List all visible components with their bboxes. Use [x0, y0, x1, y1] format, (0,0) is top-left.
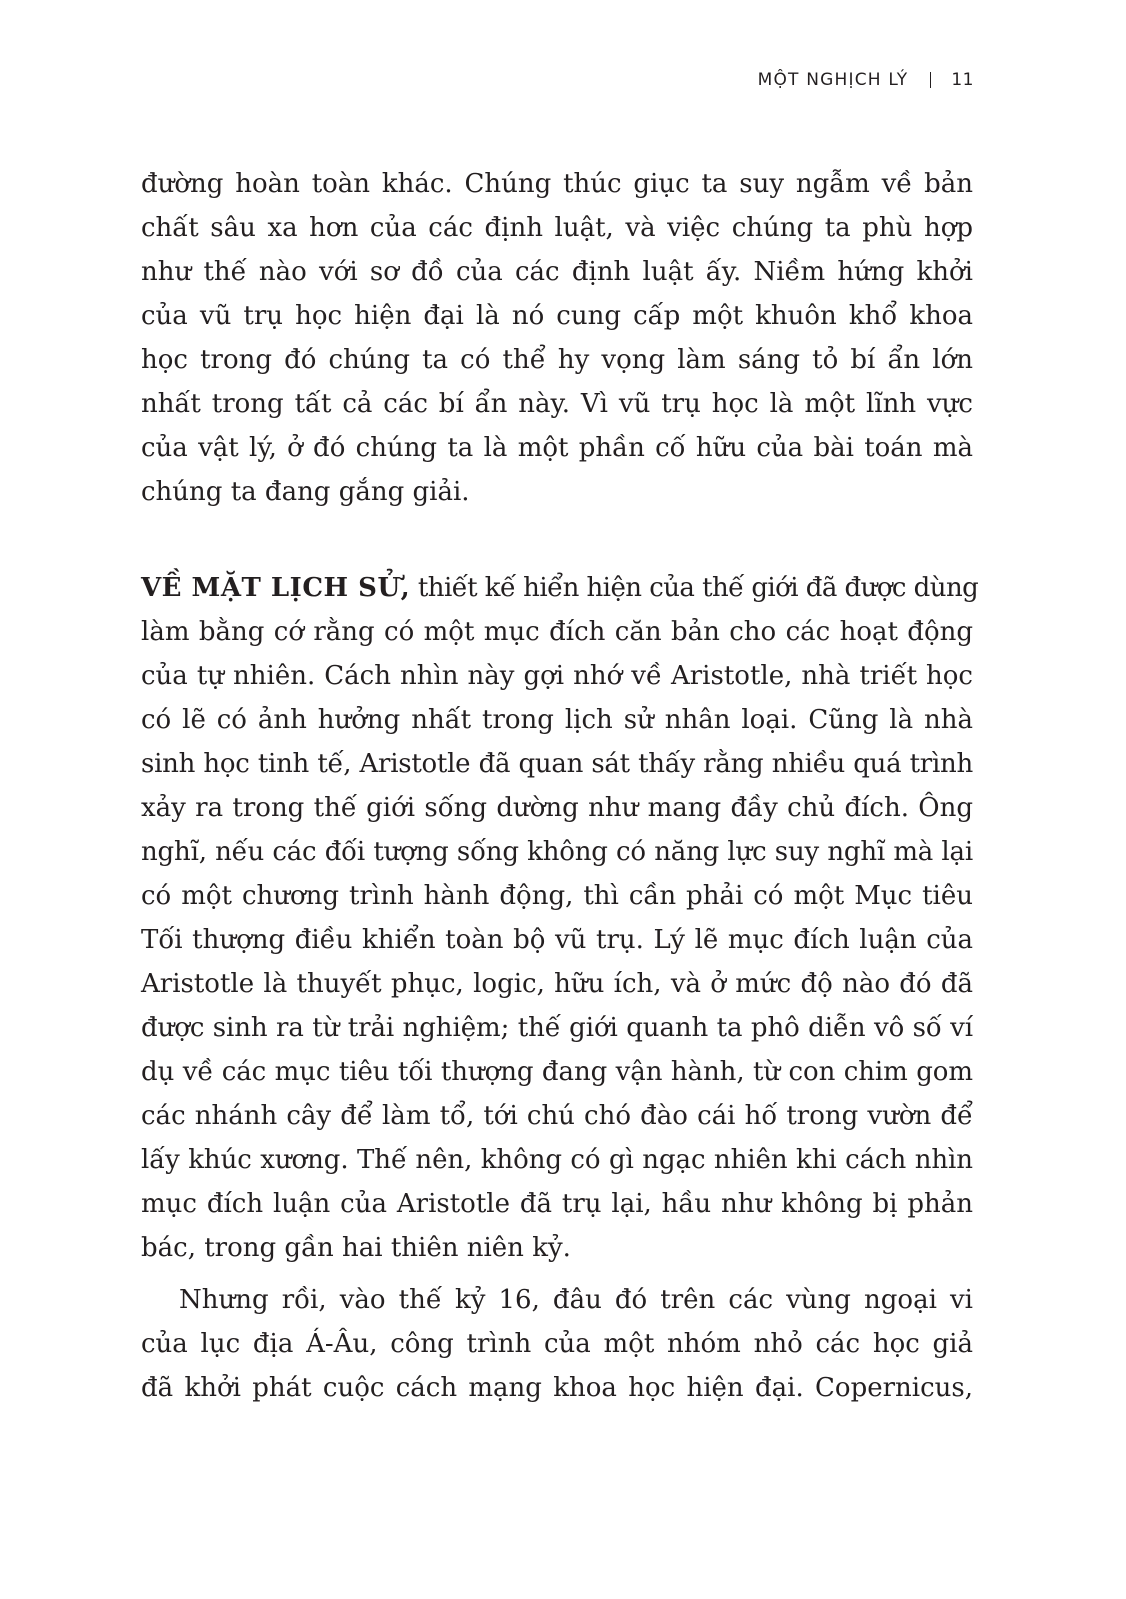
- text-line: sinh học tinh tế, Aristotle đã quan sát thấy rằng nhiều quá trình: [141, 749, 973, 779]
- text-line: mục đích luận của Aristotle đã trụ lại, hầu như không bị phản: [141, 1189, 973, 1219]
- text-line: Tối thượng điều khiển toàn bộ vũ trụ. Lý lẽ mục đích luận của: [141, 925, 973, 955]
- text-line: của tự nhiên. Cách nhìn này gợi nhớ về Aristotle, nhà triết học: [141, 661, 973, 691]
- text-line: như thế nào với sơ đồ của các định luật ấy. Niềm hứng khởi: [141, 257, 973, 287]
- text-line: nhất trong tất cả các bí ẩn này. Vì vũ trụ học là một lĩnh vực: [141, 389, 973, 419]
- text-line: của vật lý, ở đó chúng ta là một phần cố hữu của bài toán mà: [141, 433, 973, 463]
- text-line: chúng ta đang gắng giải.: [141, 477, 470, 507]
- text-line: được sinh ra từ trải nghiệm; thế giới quanh ta phô diễn vô số ví: [141, 1013, 973, 1043]
- text-line: Nhưng rồi, vào thế kỷ 16, đâu đó trên các vùng ngoại vi: [179, 1285, 973, 1315]
- paragraph-3: [141, 1278, 973, 1410]
- text-line: dụ về các mục tiêu tối thượng đang vận hành, từ con chim gom: [141, 1057, 973, 1087]
- header-separator: [930, 72, 931, 88]
- paragraph-2: [141, 566, 979, 1270]
- text-line: học trong đó chúng ta có thể hy vọng làm sáng tỏ bí ẩn lớn: [141, 345, 973, 375]
- page-number: 11: [951, 70, 974, 90]
- section-lead-in: VỀ MẶT LỊCH SỬ,: [141, 573, 411, 603]
- text-line: có lẽ có ảnh hưởng nhất trong lịch sử nhân loại. Cũng là nhà: [141, 705, 973, 735]
- text-line: Aristotle là thuyết phục, logic, hữu ích, và ở mức độ nào đó đã: [141, 969, 973, 999]
- section-title: MỘT NGHỊCH LÝ: [757, 70, 909, 90]
- text-line: xảy ra trong thế giới sống dường như mang đầy chủ đích. Ông: [141, 793, 973, 823]
- running-header: [758, 70, 974, 90]
- text-line: nghĩ, nếu các đối tượng sống không có năng lực suy nghĩ mà lại: [141, 837, 973, 867]
- text-line: của vũ trụ học hiện đại là nó cung cấp một khuôn khổ khoa: [141, 301, 973, 331]
- text-line: lấy khúc xương. Thế nên, không có gì ngạc nhiên khi cách nhìn: [141, 1145, 973, 1175]
- text-line: bác, trong gần hai thiên niên kỷ.: [141, 1233, 571, 1263]
- text-line-lead: [141, 566, 979, 610]
- paragraph-1: [141, 162, 973, 514]
- text-line: làm bằng cớ rằng có một mục đích căn bản cho các hoạt động: [141, 617, 973, 647]
- text-line: có một chương trình hành động, thì cần phải có một Mục tiêu: [141, 881, 973, 911]
- text-line: đường hoàn toàn khác. Chúng thúc giục ta suy ngẫm về bản: [141, 169, 973, 199]
- text-line: của lục địa Á-Âu, công trình của một nhóm nhỏ các học giả: [141, 1329, 973, 1359]
- text-line: đã khởi phát cuộc cách mạng khoa học hiện đại. Copernicus,: [141, 1373, 973, 1403]
- lead-line-rest: thiết kế hiển hiện của thế giới đã được dùng: [410, 573, 979, 603]
- text-line: chất sâu xa hơn của các định luật, và việc chúng ta phù hợp: [141, 213, 973, 243]
- text-line: các nhánh cây để làm tổ, tới chú chó đào cái hố trong vườn để: [141, 1101, 973, 1131]
